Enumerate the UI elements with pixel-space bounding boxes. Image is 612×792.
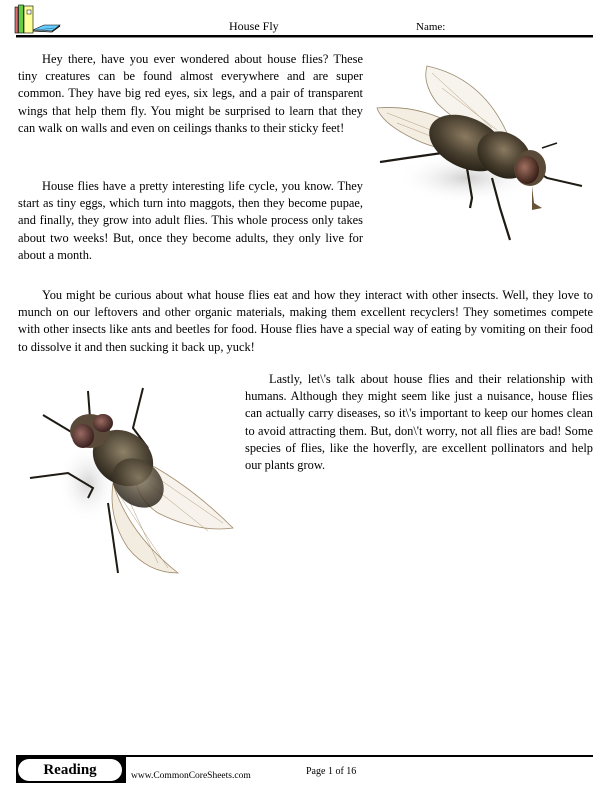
name-label: Name:	[416, 21, 446, 33]
books-logo-icon	[14, 4, 68, 34]
header-rule-shadow	[16, 37, 593, 38]
house-fly-top-view-image	[28, 373, 240, 578]
paragraph-humans: Lastly, let\'s talk about house flies and their relationship with humans. Although they might seem like just a nuisance, house flies can actually carry diseases, so it\'s important to keep our homes clean to avoid attracting them. But, don\'t worry, not all flies are bad! Some species of flies, like the hoverfly, are excellent pollinators and help our plants grow.	[245, 372, 593, 473]
footer-site-link[interactable]: www.CommonCoreSheets.com	[131, 771, 251, 781]
page-number: Page 1 of 16	[306, 766, 357, 777]
subject-badge	[16, 757, 126, 783]
paragraph-life-cycle: House flies have a pretty interesting life cycle, you know. They start as tiny eggs, which turn into maggots, then they become pupae, and finally, they grow into adult flies. This whole process only takes about two weeks! But, once they become adults, they only live for about a month.	[18, 179, 363, 262]
worksheet-title: House Fly	[229, 19, 279, 33]
house-fly-side-view-image	[372, 58, 597, 248]
paragraph-diet: You might be curious about what house flies eat and how they interact with other insects. Well, they love to munch on our leftovers and other organic materials, making them excellent recyclers! They sometimes compete with other insects like ants and beetles for food. House flies have a special way of eating by vomiting on their food to dissolve it and then sucking it back up, yuck!	[18, 288, 593, 354]
paragraph-intro: Hey there, have you ever wondered about house flies? These tiny creatures can be found almost everywhere and are super common. They have big red eyes, six legs, and a pair of transparent wings that help them fly. You might be surprised to learn that they can walk on walls and even on ceilings thanks to their sticky feet!	[18, 52, 363, 135]
subject-badge-label: Reading	[43, 762, 97, 778]
